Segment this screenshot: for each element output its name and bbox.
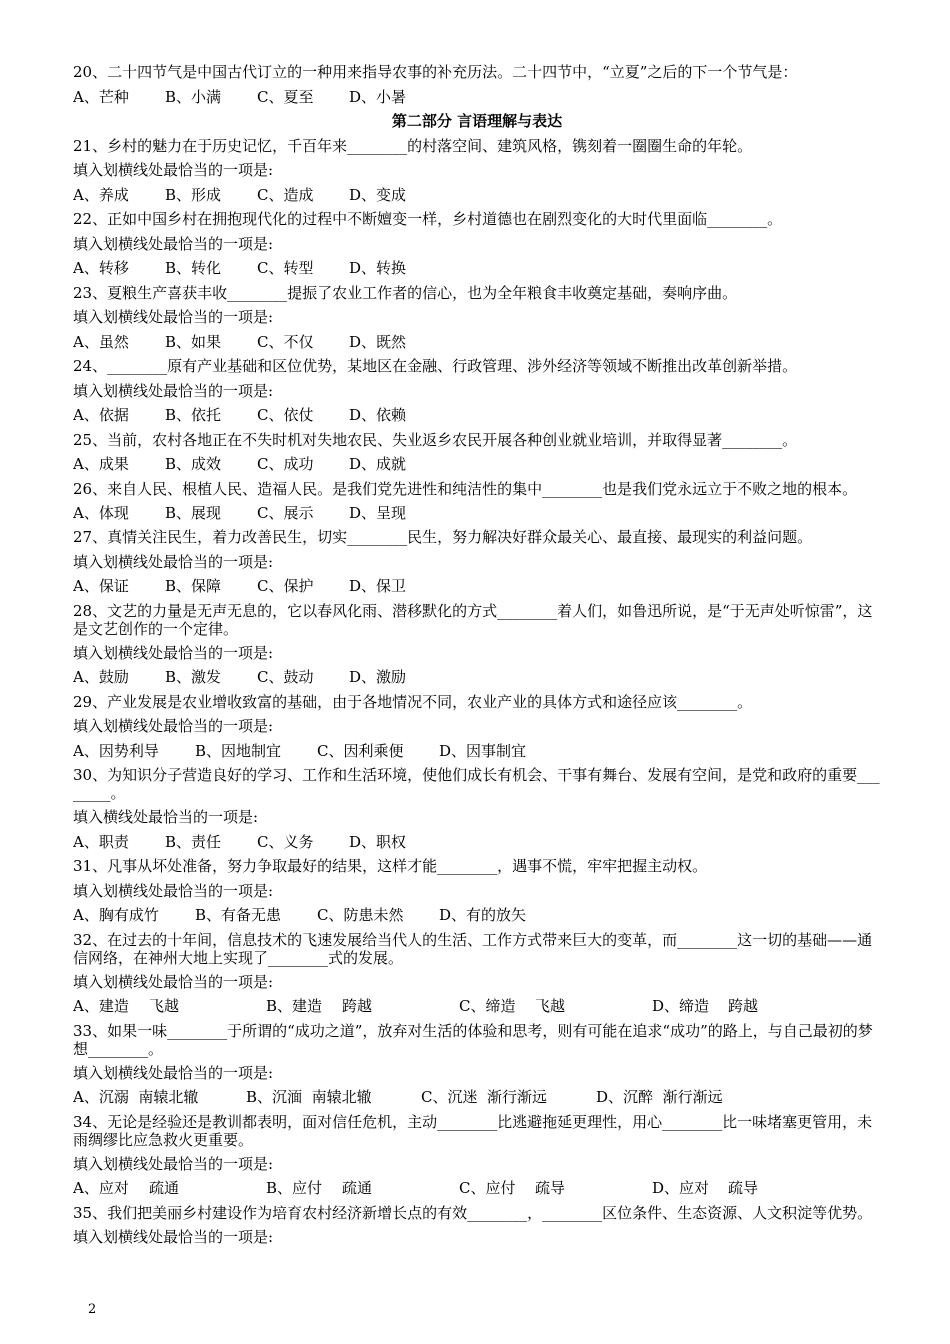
q33-options [73, 1085, 881, 1110]
q34-prompt: 填入划横线处最恰当的一项是: [73, 1154, 274, 1173]
q26-option-d: D、呈现 [349, 503, 407, 522]
q20-options [73, 85, 881, 110]
q28-text: 28、文艺的力量是无声无息的，它以春风化雨、潜移默化的方式________着人们，如鲁迅所说，是“于无声处听惊雷”，这是文艺创作的一个定律。 [73, 601, 873, 638]
q30-options [73, 830, 881, 855]
q27-option-a: A、保证 [73, 577, 129, 595]
q23-option-b: B、如果 [165, 332, 222, 351]
q25-option-d: D、成就 [349, 455, 407, 473]
q30-prompt: 填入横线处最恰当的一项是: [73, 808, 259, 826]
q25-options [73, 452, 881, 477]
q34-option-c: C、应付 疏导 [459, 1179, 566, 1197]
q30-text: 30、为知识分子营造良好的学习、工作和生活环境，使他们成长有机会、干事有舞台、发展有空间，是党和政府的重要________。 [73, 766, 880, 802]
q32-prompt: 填入划横线处最恰当的一项是: [73, 972, 274, 991]
q22-text: 22、正如中国乡村在拥抱现代化的过程中不断嬗变一样，乡村道德也在剧烈变化的大时代里面临________。 [73, 210, 783, 228]
q28-option-a: A、鼓励 [73, 668, 129, 686]
q26-option-a: A、体现 [73, 503, 129, 522]
q31-option-a: A、胸有成竹 [73, 906, 159, 924]
q21-option-c: C、造成 [257, 185, 314, 204]
q31-option-c: C、防患未然 [317, 906, 404, 924]
q24-options [73, 403, 881, 428]
q29-option-a: A、因势利导 [73, 741, 159, 760]
q28-option-c: C、鼓动 [257, 668, 314, 686]
q26-option-b: B、展现 [165, 503, 222, 522]
q32-option-c: C、缔造 飞越 [459, 997, 566, 1015]
q34-option-d: D、应对 疏导 [652, 1179, 759, 1197]
q33-option-b: B、沉湎 南辕北辙 [246, 1088, 372, 1106]
q22-option-c: C、转型 [257, 259, 314, 277]
q31-option-d: D、有的放矢 [439, 906, 527, 924]
q26-option-c: C、展示 [257, 503, 314, 522]
q22-option-a: A、转移 [73, 259, 129, 277]
q33-option-d: D、沉醉 渐行渐远 [596, 1088, 723, 1106]
q31-prompt: 填入划横线处最恰当的一项是: [73, 881, 274, 900]
q28-option-b: B、激发 [165, 668, 222, 686]
q21-options [73, 183, 881, 208]
q28-options [73, 665, 881, 690]
q29-option-b: B、因地制宜 [195, 741, 282, 760]
q21-option-d: D、变成 [349, 185, 407, 204]
q34-option-b: B、应付 疏通 [266, 1179, 373, 1197]
q33-option-c: C、沉迷 渐行渐远 [421, 1088, 548, 1106]
q25-text: 25、当前，农村各地正在不失时机对失地农民、失业返乡农民开展各种创业就业培训，并取得显著________。 [73, 430, 798, 449]
q27-text: 27、真情关注民生，着力改善民生，切实________民生，努力解决好群众最关心、最直接、最现实的利益问题。 [73, 528, 813, 546]
q21-text: 21、乡村的魅力在于历史记忆，千百年来________的村落空间、建筑风格，镌刻着一圈圈生命的年轮。 [73, 136, 753, 155]
q34-options [73, 1176, 881, 1201]
q32-options [73, 994, 881, 1019]
q25-option-a: A、成果 [73, 455, 129, 473]
q30-option-c: C、义务 [257, 832, 314, 851]
exam-content [73, 60, 881, 1249]
q22-option-d: D、转换 [349, 259, 407, 277]
q21-option-a: A、养成 [73, 185, 129, 204]
q29-options [73, 739, 881, 764]
q25-option-c: C、成功 [257, 455, 314, 473]
section-title: 第二部分 言语理解与表达 [391, 112, 563, 130]
q27-option-b: B、保障 [165, 577, 222, 595]
q28-prompt: 填入划横线处最恰当的一项是: [73, 643, 274, 662]
q34-option-a: A、应对 疏通 [73, 1179, 180, 1197]
q24-option-d: D、依赖 [349, 406, 407, 424]
q33-prompt: 填入划横线处最恰当的一项是: [73, 1063, 274, 1082]
q20-option-c: C、夏至 [257, 87, 314, 106]
q20-option-d: D、小暑 [349, 87, 407, 106]
q27-prompt: 填入划横线处最恰当的一项是: [73, 552, 274, 571]
q25-option-b: B、成效 [165, 455, 222, 473]
q24-option-b: B、依托 [165, 406, 222, 424]
q21-option-b: B、形成 [165, 185, 222, 204]
q30-option-d: D、职权 [349, 832, 407, 851]
q23-option-d: D、既然 [349, 332, 407, 351]
q32-option-b: B、建造 跨越 [266, 997, 373, 1015]
q33-text: 33、如果一味________于所谓的“成功之道”，放弃对生活的体验和思考，则有可能在追求“成功”的路上，与自己最初的梦想________。 [73, 1021, 873, 1058]
q35-text: 35、我们把美丽乡村建设作为培育农村经济新增长点的有效________，________区位条件、生态资源、人文积淀等优势。 [73, 1203, 873, 1222]
q32-option-d: D、缔造 跨越 [652, 997, 759, 1015]
q33-option-a: A、沉溺 南辕北辙 [73, 1088, 199, 1106]
q32-option-a: A、建造 飞越 [73, 997, 180, 1015]
q24-text: 24、________原有产业基础和区位优势，某地区在金融、行政管理、涉外经济等领域不断推出改革创新举措。 [73, 357, 798, 375]
q27-option-d: D、保卫 [349, 577, 407, 595]
q20-text: 20、二十四节气是中国古代订立的一种用来指导农事的补充历法。二十四节中，“立夏”之后的下一个节气是： [73, 63, 798, 81]
q23-option-c: C、不仅 [257, 332, 314, 351]
q27-option-c: C、保护 [257, 577, 314, 595]
q20-option-b: B、小满 [165, 87, 222, 106]
q31-options [73, 903, 881, 928]
q24-option-c: C、依仗 [257, 406, 314, 424]
q23-prompt: 填入划横线处最恰当的一项是: [73, 308, 274, 326]
q23-text: 23、夏粮生产喜获丰收________提振了农业工作者的信心，也为全年粮食丰收奠定基础，奏响序曲。 [73, 283, 738, 302]
q20-option-a: A、芒种 [73, 87, 129, 106]
q29-text: 29、产业发展是农业增收致富的基础，由于各地情况不同，农业产业的具体方式和途径应该________。 [73, 692, 753, 711]
q29-option-c: C、因利乘便 [317, 741, 404, 760]
q26-text: 26、来自人民、根植人民、造福人民。是我们党先进性和纯洁性的集中________也是我们党永远立于不败之地的根本。 [73, 479, 858, 498]
q27-options [73, 574, 881, 599]
q24-prompt: 填入划横线处最恰当的一项是: [73, 381, 274, 400]
q22-options [73, 256, 881, 281]
q32-text: 32、在过去的十年间，信息技术的飞速发展给当代人的生活、工作方式带来巨大的变革，而________这一切的基础——通信网络，在神州大地上实现了________式的发展。 [73, 930, 873, 967]
q35-prompt: 填入划横线处最恰当的一项是: [73, 1227, 274, 1246]
q22-prompt: 填入划横线处最恰当的一项是: [73, 234, 274, 253]
page-number: 2 [88, 1302, 97, 1317]
q31-option-b: B、有备无患 [195, 906, 282, 924]
q24-option-a: A、依据 [73, 406, 129, 424]
q26-options [73, 501, 881, 526]
q34-text: 34、无论是经验还是教训都表明，面对信任危机，主动________比逃避拖延更理性，用心________比一味堵塞更管用，未雨绸缪比应急救火更重要。 [73, 1112, 873, 1149]
q29-prompt: 填入划横线处最恰当的一项是: [73, 717, 274, 735]
q28-option-d: D、激励 [349, 668, 407, 686]
q30-option-a: A、职责 [73, 832, 129, 851]
q22-option-b: B、转化 [165, 259, 222, 277]
q21-prompt: 填入划横线处最恰当的一项是: [73, 161, 274, 179]
q29-option-d: D、因事制宜 [439, 741, 527, 760]
q31-text: 31、凡事从坏处准备，努力争取最好的结果，这样才能________，遇事不慌，牢牢把握主动权。 [73, 857, 708, 875]
q23-options [73, 330, 881, 355]
q30-option-b: B、责任 [165, 832, 222, 851]
q23-option-a: A、虽然 [73, 332, 129, 351]
